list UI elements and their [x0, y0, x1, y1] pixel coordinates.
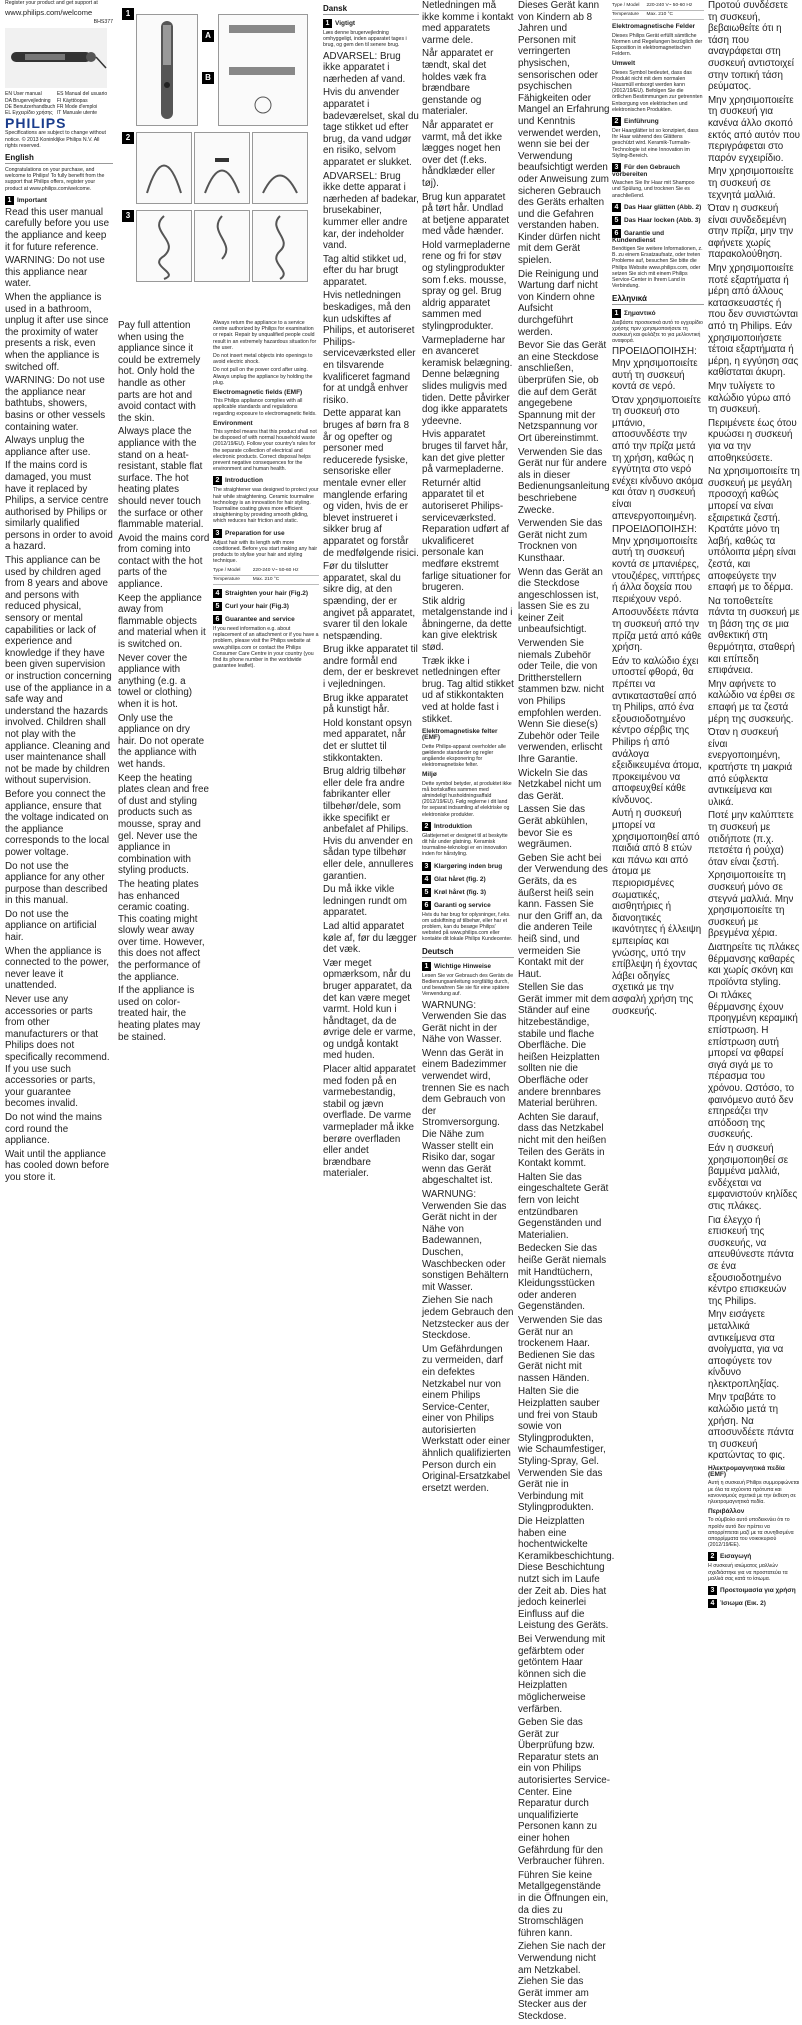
da-w21: Varmepladerne har en avanceret keramisk belægning. Denne belægning slides muligvis med tiden. Dette påvirker dog ikke apparatets ydeevne.: [422, 334, 513, 427]
el-w21: Οι πλάκες θέρμανσης έχουν προηγμένη κεραμική επίστρωση. Η επίστρωση αυτή μπορεί να φθαρεί σιγά σιγά με το πέρασμα του χρόνου. Ωστόσο, το φαινόμενο αυτό δεν επηρεάζει την απόδοση της συσκευής.: [708, 990, 798, 1141]
de-w19: Bedecken Sie das heiße Gerät niemals mit Handtüchern, Kleidungsstücken oder anderen Gegenständen.: [518, 1243, 607, 1313]
da-w1: ADVARSEL: Brug ikke apparatet i nærheden af vand.: [323, 50, 406, 85]
curl-step-icon: [137, 211, 191, 281]
section-german: Deutsch: [422, 947, 514, 958]
page-badge: 1: [122, 8, 134, 20]
el-w6: Αυτή η συσκευή μπορεί να χρησιμοποιηθεί από παιδιά από 8 ετών και πάνω και από άτομα με περιορισμένες σωματικές, αισθητήριες ή διανοητικές ικανότητες ή έλλειψη εμπειρίας και γνώσης, υπό την επίβλεψη ή έχοντας λάβει οδηγίες σχετικά με την ασφαλή χρήση της συσκευής.: [612, 808, 702, 1017]
en-w6: This appliance can be used by children aged from 8 years and above and persons with reduced physical, sensory or mental capabilities or lack of experience and knowledge if they have been given supervision or instruction concerning use of the appliance in a safe way and understand the hazards involved. Children shall not play with the appliance. Cleaning and user maintenance shall not be made by children without supervision.: [5, 555, 112, 787]
spec-voltage: 220-240 V~ 50-60 Hz: [253, 567, 319, 576]
de-w9: Verwenden Sie das Gerät nur für andere als in dieser Bedienungsanleitung beschriebene Zwecke.: [518, 446, 610, 516]
figure-2c: [252, 132, 308, 204]
column-da: [323, 0, 419, 1182]
de-p-emf: Dieses Philips Gerät erfüllt sämtliche Normen und Regelungen bezüglich der Exposition in elektromagnetischen Feldern.: [612, 32, 703, 58]
de-w6: Dieses Gerät kann von Kindern ab 8 Jahren und Personen mit verringerten physischen, sensorischen oder psychischen Fähigkeiten oder Mangel an Erfahrung und Kenntnis verwendet werden, wenn sie bei der Verwendung beaufsichtigt werden oder Anweisung zum sicheren Gebrauch des Geräts erhalten und die Gefahren verstanden haben. Kinder dürfen nicht mit dem Gerät spielen.: [518, 0, 610, 267]
da-heading-emf: Elektromagnetiske felter (EMF): [422, 728, 498, 742]
de-w17: Achten Sie darauf, dass das Netzkabel nicht mit den heißen Teilen des Geräts in Kontakt kommt.: [518, 1111, 607, 1170]
en-w20: Keep the heating plates clean and free of dust and styling products such as mousse, spray and gel. Never use the appliance in combination with styling products.: [118, 772, 209, 877]
de-heading-straighten: 4 Das Haar glätten (Abb. 2): [612, 203, 704, 212]
column-de-warnings: [518, 0, 615, 2025]
da-p-emf: Dette Philips-apparat overholder alle gældende standarder og regler angående eksponering for elektromagnetiske felter.: [422, 743, 506, 769]
en-w1: WARNING: Do not use this appliance near water.: [5, 255, 105, 290]
de-w10: Verwenden Sie das Gerät nicht zum Trocknen von Kunsthaar.: [518, 518, 603, 564]
de-w16: Stellen Sie das Gerät immer mit dem Ständer auf eine hitzebeständige, stabile und flache Oberfläche. Die heißen Heizplatten sollten nie die Oberfläche oder andere brennbares Material berühren.: [518, 982, 610, 1110]
lang-it: IT Manuale utente: [56, 110, 98, 117]
el-heading-intro: 2 Εισαγωγή: [708, 1552, 800, 1561]
spec-table: [213, 567, 319, 585]
da-w23: Returnér altid apparatet til et autoriseret Philips-serviceværksted. Reparation udført af ukvalificeret personale kan medføre ekstremt farlige situationer for brugeren.: [422, 477, 511, 594]
figure-3a: [136, 210, 192, 282]
de-w15: Geben Sie acht bei der Verwendung des Geräts, da es äußerst heiß sein kann. Fassen Sie nur den Griff an, da die anderen Teile heiß sind, und vermeiden Sie Kontakt mit der Haut.: [518, 852, 608, 980]
lang-fr: FR Mode d'emploi: [56, 103, 98, 110]
de-w4: Ziehen Sie nach jedem Gebrauch den Netzstecker aus der Steckdose.: [422, 1295, 514, 1342]
de-w20: Verwenden Sie das Gerät nur an trockenem Haar. Bedienen Sie das Gerät nicht mit nassen Händen.: [518, 1314, 603, 1384]
el-w23: Για έλεγχο ή επισκευή της συσκευής, να απευθύνεστε πάντα σε ένα εξουσιοδοτημένο κέντρο επισκευών της Philips.: [708, 1214, 794, 1307]
el-heading-prep: 3 Προετοιμασία για χρήση: [708, 1586, 800, 1595]
de-w13: Wickeln Sie das Netzkabel nicht um das Gerät.: [518, 767, 602, 802]
figure-2a: [136, 132, 192, 204]
de-w8: Bevor Sie das Gerät an eine Steckdose anschließen, überprüfen Sie, ob die auf dem Gerät angegebene Spannung mit der Netzspannung vor Ort übereinstimmt.: [518, 340, 607, 444]
column-en-details: [213, 320, 319, 671]
de-spec-temp: Max. 210 °C: [647, 11, 704, 20]
curl-step-icon: [253, 211, 307, 281]
el-w2: Όταν χρησιμοποιείτε τη συσκευή στο μπάνιο, αποσυνδέστε την από την πρίζα μετά τη χρήση, καθώς η εγγύτητα στο νερό ενέχει κίνδυνο ακόμα και όταν η συσκευή είναι απενεργοποιημένη.: [612, 394, 704, 522]
da-heading-prep: 3 Klargøring inden brug: [422, 862, 514, 871]
lang-es: ES Manual del usuario: [56, 91, 108, 98]
en-w2: When the appliance is used in a bathroom, unplug it after use since the proximity of water presents a risk, even when the appliance is switched off.: [5, 292, 109, 373]
da-heading-env: Miljø: [422, 771, 437, 779]
de-w11: Wenn das Gerät an die Steckdose angeschlossen ist, lassen Sie es zu keiner Zeit unbeaufsichtigt.: [518, 566, 603, 636]
da-w20: Hold varmepladerne rene og fri for støv og stylingprodukter som f.eks. mousse, spray og gel. Brug aldrig apparatet sammen med stylingprodukter.: [422, 239, 511, 333]
en-w12: Do not wind the mains cord round the appliance.: [5, 1111, 102, 1147]
en-p-env: This symbol means that this product shall not be disposed of with normal household waste (2012/19/EU). Follow your country's rules for the separate collection of electrical and electronic products. Correct disposal helps prevent negative consequences for the environment and human health.: [213, 429, 317, 473]
de-w1: WARNUNG: Verwenden Sie das Gerät nicht in der Nähe von Wasser.: [422, 999, 507, 1046]
da-w9: Brug ikke apparatet på kunstigt hår.: [323, 692, 408, 716]
en-w4: Always unplug the appliance after use.: [5, 435, 91, 458]
en-w14: Pay full attention when using the appliance since it could be extremely hot. Only hold the handle as other parts are hot and avoid contact with the skin.: [118, 320, 201, 424]
el-w19: Χρησιμοποιείτε τη συσκευή μόνο σε στεγνά μαλλιά. Μην χρησιμοποιείτε τη συσκευή με βρεγμένα χέρια.: [708, 870, 794, 940]
column-en-warnings: [118, 320, 210, 1045]
en-heading-intro: 2 Introduction: [213, 476, 319, 485]
el-w8: Μην χρησιμοποιείτε τη συσκευή για κανένα άλλο σκοπό εκτός από αυτόν που περιγράφεται στο παρόν εγχειρίδιο.: [708, 94, 801, 164]
en-w8: Do not use the appliance for any other purpose than described in this manual.: [5, 860, 108, 907]
da-w14: Vær meget opmærksom, når du bruger apparatet, da det kan være meget varmt. Hold kun i håndtaget, da de øvrige dele er varme, og undgå kontakt med huden.: [323, 957, 416, 1062]
de-w25: Führen Sie keine Metallgegenstände in die Öffnungen ein, da dies zu Stromschlägen führen kann.: [518, 1869, 609, 1939]
hair-step-icon: [137, 133, 191, 203]
de-spec-temp-label: Temperature: [612, 11, 647, 20]
en-w10: When the appliance is connected to the power, never leave it unattended.: [5, 945, 110, 992]
da-heading-important: 1 Vigtigt: [323, 19, 419, 28]
section-greek: Ελληνικά: [612, 294, 704, 305]
da-w13: Lad altid apparatet køle af, før du lægger det væk.: [323, 920, 417, 956]
de-spec-voltage: 220-240 V~ 50-60 Hz: [647, 2, 704, 11]
da-w10: Hold konstant opsyn med apparatet, når det er sluttet til stikkontakten.: [323, 717, 412, 764]
en-w7: Before you connect the appliance, ensure that the voltage indicated on the appliance corresponds to the local power voltage.: [5, 788, 110, 858]
da-w19: Brug kun apparatet på tørt hår. Undlad at betjene apparatet med våde hænder.: [422, 191, 510, 238]
de-heading-important: 1 Wichtige Hinweise: [422, 962, 514, 971]
da-w6: Dette apparat kan bruges af børn fra 8 år og opefter og personer med reducerede fysiske, sensoriske eller mentale evner eller manglende erfaring og viden, hvis de er blevet instrueret i sikker brug af apparatet og forstår de medfølgende risici.: [323, 408, 419, 559]
figure-1-details: [218, 14, 308, 126]
de-p-env: Dieses Symbol bedeutet, dass das Produkt nicht mit dem normalen Hausmüll entsorgt werden kann (2012/19/EU). Befolgen Sie die örtlichen Bestimmungen zur getrennten Entsorgung von elektrischen und elektronischen Produkten.: [612, 69, 703, 113]
el-w18: Ποτέ μην καλύπτετε τη συσκευή με οτιδήποτε (π.χ. πετσέτα ή ρούχα) όταν είναι ζεστή.: [708, 810, 794, 868]
el-w24: Μην εισάγετε μεταλλικά αντικείμενα στα ανοίγματα, για να αποφύγετε τον κίνδυνο ηλεκτροπληξίας.: [708, 1309, 784, 1390]
en-w19: Only use the appliance on dry hair. Do not operate the appliance with wet hands.: [118, 712, 205, 770]
de-w24: Geben Sie das Gerät zur Überprüfung bzw. Reparatur stets an ein von Philips autorisiertes Service-Center. Eine Reparatur durch unqualifizierte Personen kann zu einer hohen Gefährdung für den Verbraucher führen.: [518, 1717, 611, 1868]
panel-b-badge: B: [202, 72, 214, 84]
de-w14: Lassen Sie das Gerät abkühlen, bevor Sie es wegräumen.: [518, 804, 588, 851]
philips-logo: PHILIPS: [5, 115, 67, 132]
en-w16: Avoid the mains cord from coming into contact with the hot parts of the appliance.: [118, 532, 210, 591]
el-w1: ΠΡΟΕΙΔΟΠΟΙΗΣΗ: Μην χρησιμοποιείτε αυτή τη συσκευή κοντά σε νερό.: [612, 346, 698, 393]
da-w5: Hvis netledningen beskadiges, må den kun udskiftes af Philips, et autoriseret Philips-serviceværksted eller en tilsvarende kvalificeret fagmand for at undgå enhver risiko.: [323, 290, 416, 406]
en-w9: Do not use the appliance on artificial hair.: [5, 908, 97, 944]
en-p-emf: This Philips appliance complies with all applicable standards and regulations regarding exposure to electromagnetic fields.: [213, 398, 317, 417]
da-w15: Placer altid apparatet med foden på en varmebestandig, stabil og jævn overflade. De varme varmeplader må ikke berøre overfladen eller andet brændbare materialer.: [323, 1064, 416, 1180]
philips-url[interactable]: www.philips.com/welcome: [5, 8, 93, 18]
da-w25: Træk ikke i netledningen efter brug. Tag altid stikket ud af stikkontakten ved at holde fast i stikket.: [422, 655, 514, 725]
da-p2: Glattejernet er designet til at beskytte dit hår under glatning. Keramisk tourmaline-teknologi er en innovation inden for hårstyling.: [422, 832, 508, 858]
de-p3: Waschen Sie Ihr Haar mit Shampoo und Spülung, und trocknen Sie es anschließend.: [612, 180, 695, 199]
en-w23: Always return the appliance to a service centre authorized by Philips for examination or repair. Repair by unqualified people could result in an extremely hazardous situation for the user.: [213, 320, 317, 351]
figure-2b: [194, 132, 250, 204]
de-p2: Der Haarglätter ist so konzipiert, dass Ihr Haar während des Glättens geschützt wird. Keramik-Turmalin-Technologie ist eine Innovation im Styling-Bereich.: [612, 128, 699, 159]
da-w17: Når apparatet er tændt, skal det holdes væk fra brændbare genstande og materialer.: [422, 48, 494, 118]
en-p3: Adjust hair with its length with more conditioned. Before you start making any hair products to stylise your hair and styling technique.: [213, 539, 318, 565]
en-p1: Read this user manual carefully before you use the appliance and keep it for future reference.: [5, 206, 110, 253]
hair-step-icon: [253, 133, 307, 203]
de-p1: Lesen Sie vor Gebrauch des Geräts die Bedienungsanleitung sorgfältig durch, und bewahren Sie sie für eine spätere Verwendung auf.: [422, 972, 514, 998]
da-heading-intro: 2 Introduktion: [422, 822, 514, 831]
de-w12: Verwenden Sie niemals Zubehör oder Teile, die von Drittherstellern stammen bzw. nicht von Philips empfohlen werden. Wenn Sie diese(s) Zubehör oder Teile verwenden, erlischt Ihre Garantie.: [518, 638, 605, 765]
de-heading-intro: 2 Einführung: [612, 117, 704, 126]
lang-da: DA Brugervejledning: [5, 97, 51, 104]
el-w3: ΠΡΟΕΙΔΟΠΟΙΗΣΗ: Μην χρησιμοποιείτε αυτή τη συσκευή κοντά σε μπανιέρες, ντουζιέρες, νιπτήρες ή άλλα δοχεία που περιέχουν νερό.: [612, 524, 701, 605]
da-w7: Før du tilslutter apparatet, skal du sikre dig, at den spænding, der er angivet på apparatet, svarer til den lokale netspænding.: [323, 561, 416, 642]
da-w11: Brug aldrig tilbehør eller dele fra andre fabrikanter eller tilbehør/dele, som ikke specifikt er anbefalet af Philips. Hvis du anvender en sådan type tilbehør eller dele, annulleres garantien.: [323, 766, 414, 882]
column-de-el: [612, 0, 704, 1019]
de-heading-prep: 3 Für den Gebrauch vorbereiten: [612, 164, 680, 179]
da-heading-curl: 5 Krøl håret (fig. 3): [422, 888, 514, 897]
column-cover: [5, 0, 113, 1186]
figure-3-badge: 3: [122, 210, 134, 222]
figure-2-badge: 2: [122, 132, 134, 144]
el-w11: Μην χρησιμοποιείτε ποτέ εξαρτήματα ή μέρη από άλλους κατασκευαστές ή που δεν συνιστώνται από τη Philips. Εάν χρησιμοποιήσετε τέτοια εξαρτήματα ή μέρη, η εγγύηση σας καθίσταται άκυρη.: [708, 263, 799, 379]
straightener-icon: [5, 28, 107, 88]
en-w11: Never use any accessories or parts from other manufacturers or that Philips does not specifically recommend. If you use such accessories or parts, your guarantee becomes invalid.: [5, 994, 110, 1110]
panel-a-badge: A: [202, 30, 214, 42]
copyright-note: Specifications are subject to change without notice. © 2013 Koninklijke Philips N.V. All rights reserved.: [5, 130, 106, 149]
el-w4: Αποσυνδέετε πάντα τη συσκευή από την πρίζα μετά από κάθε χρήση.: [612, 607, 702, 654]
language-list: [5, 91, 113, 116]
el-p-emf: Αυτή η συσκευή Philips συμμορφώνεται με όλα τα ισχύοντα πρότυπα και κανονισμούς σχετικά με την έκθεση σε ηλεκτρομαγνητικά πεδία.: [708, 1480, 800, 1506]
en-intro: Congratulations on your purchase, and welcome to Philips! To fully benefit from the support that Philips offers, register your product at www.philips.com/welcome.: [5, 167, 105, 192]
de-w3: WARNUNG: Verwenden Sie das Gerät nicht in der Nähe von Badewannen, Duschen, Waschbecken oder sonstigen Behältern mit Wasser.: [422, 1189, 509, 1293]
de-spec-table: [612, 2, 704, 20]
el-w25: Μην τραβάτε το καλώδιο μετά τη χρήση. Να αποσυνδέετε πάντα τη συσκευή κρατώντας το φις.: [708, 1392, 794, 1462]
en-w25: Do not pull on the power cord after using. Always unplug the appliance by holding the plug.: [213, 367, 313, 386]
en-heading-guarantee: 6 Guarantee and service: [213, 615, 319, 624]
curl-step-icon: [195, 211, 249, 281]
model-number: BHS377: [93, 19, 113, 26]
de-w22: Die Heizplatten haben eine hochentwickelte Keramikbeschichtung. Diese Beschichtung nutzt sich im Laufe der Zeit ab. Dies hat jedoch keinerlei Einfluss auf die Leistung des Geräts.: [518, 1516, 615, 1632]
de-heading-guarantee: 6 Garantie und Kundendienst: [612, 229, 665, 244]
en-w18: Never cover the appliance with anything (e.g. a towel or clothing) when it is hot.: [118, 652, 193, 710]
figure-1-product: [136, 14, 198, 126]
de-w21: Halten Sie die Heizplatten sauber und frei von Staub sowie von Stylingprodukten, wie Schaumfestiger, Styling-Spray, Gel. Verwenden Sie das Gerät nie in Verbindung mit Stylingprodukten.: [518, 1386, 606, 1514]
de-heading-emf: Elektromagnetische Felder: [612, 23, 696, 31]
da-w2: Hvis du anvender apparatet i badeværelset, skal du tage stikket ud efter brug, da vand udgør en risiko, selvom apparatet er slukket.: [323, 87, 419, 168]
de-w2: Wenn das Gerät in einem Badezimmer verwendet wird, trennen Sie es nach dem Gebrauch von der Stromversorgung. Die Nähe zum Wasser stellt ein Risiko dar, sogar wenn das Gerät abgeschaltet ist.: [422, 1047, 510, 1187]
hair-step-icon: [195, 133, 249, 203]
da-heading-guarantee: 6 Garanti og service: [422, 901, 514, 910]
lang-de: DE Benutzerhandbuch: [5, 103, 56, 110]
el-w7: Προτού συνδέσετε τη συσκευή, βεβαιωθείτε ότι η τάση που αναγράφεται στη συσκευή αντιστοιχεί στην τοπική τάση ρεύματος.: [708, 0, 794, 93]
straightener-diagram-icon: [137, 15, 197, 125]
el-w13: Περιμένετε έως ότου κρυώσει η συσκευή για να την αποθηκεύσετε.: [708, 417, 797, 464]
spec-temp: Max. 210 °C: [253, 575, 319, 584]
en-heading-straighten: 4 Straighten your hair (Fig.2): [213, 589, 319, 598]
en-w24: Do not insert metal objects into openings to avoid electric shock.: [213, 353, 313, 366]
de-heading-curl: 5 Das Haar locken (Abb. 3): [612, 216, 704, 225]
da-p1: Læs denne brugervejledning omhyggeligt, inden apparatet tages i brug, og gem den til senere brug.: [323, 30, 407, 49]
el-w16: Μην αφήνετε το καλώδιο να έρθει σε επαφή με τα ζεστά μέρη της συσκευής.: [708, 678, 795, 725]
el-w12: Μην τυλίγετε το καλώδιο γύρω από τη συσκευή.: [708, 381, 791, 416]
lang-el: EL Εγχειρίδιο χρήσης: [5, 110, 53, 117]
plate-detail-icon: [219, 15, 307, 125]
el-w5: Εάν το καλώδιο έχει υποστεί φθορά, θα πρέπει να αντικατασταθεί από τη Philips, από ένα εξουσιοδοτημένο κέντρο σέρβις της Philips ή από ανάλογα εξειδικευμένα άτομα, προκειμένου να αποφευχθεί κάθε κίνδυνος.: [612, 655, 702, 806]
el-heading-important: 1 Σημαντικό: [612, 309, 704, 318]
de-w26: Ziehen Sie nach der Verwendung nicht am Netzkabel. Ziehen Sie das Gerät immer am Stecker aus der Steckdose.: [518, 1941, 606, 2022]
en-heading-env: Environment: [213, 419, 253, 427]
de-w7: Die Reinigung und Wartung darf nicht von Kindern ohne Aufsicht durchgeführt werden.: [518, 268, 599, 338]
de-heading-env: Umwelt: [612, 60, 636, 68]
lang-en: EN User manual: [5, 91, 42, 98]
en-w15: Always place the appliance with the stand on a heat-resistant, stable flat surface. The hot heating plates should never touch the surface or other flammable material.: [118, 426, 204, 531]
en-p6: If you need information e.g. about replacement of an attachment or if you have a problem, please visit the Philips website at www.philips.com or contact the Philips Consumer Care Centre in your country (you find its phone number in the worldwide guarantee leaflet).: [213, 625, 319, 670]
el-w10: Όταν η συσκευή είναι συνδεδεμένη στην πρίζα, μην την αφήνετε χωρίς παρακολούθηση.: [708, 203, 794, 261]
el-p1: Διαβάστε προσεκτικά αυτό το εγχειρίδιο χρήσης πριν χρησιμοποιήσετε τη συσκευή και φυλάξτε το για μελλοντική αναφορά.: [612, 319, 703, 345]
en-w22: If the appliance is used on color-treated hair, the heating plates may be stained.: [118, 985, 201, 1043]
el-w14: Να χρησιμοποιείτε τη συσκευή με μεγάλη προσοχή καθώς μπορεί να είναι εξαιρετικά ζεστή. Κρατάτε μόνο τη λαβή, καθώς τα υπόλοιπα μέρη είναι ζεστά, και αποφεύγετε την επαφή με το δέρμα.: [708, 466, 800, 594]
lang-fi: FI Käyttöopas: [56, 97, 88, 104]
el-heading-emf: Ηλεκτρομαγνητικά πεδία (EMF): [708, 1465, 785, 1479]
figure-3b: [194, 210, 250, 282]
de-spec-voltage-label: Type / Model: [612, 2, 647, 11]
en-w17: Keep the appliance away from flammable objects and material when it is switched on.: [118, 592, 206, 651]
de-w23: Bei Verwendung mit gefärbtem oder getöntem Haar können sich die Heizplatten möglicherweise verfärben.: [518, 1633, 606, 1715]
en-w13: Wait until the appliance has cooled down before you store it.: [5, 1148, 110, 1183]
el-w9: Μην χρησιμοποιείτε τη συσκευή σε τεχνητά μαλλιά.: [708, 166, 794, 201]
da-p6: Hvis du har brug for oplysninger, f.eks. om udskiftning af tilbehør, eller har et problem, kan du besøge Philips' websted på www.philips.com eller kontakte dit lokale Philips Kundecenter.: [422, 911, 513, 943]
da-w8: Brug ikke apparatet til andre formål end dem, der er beskrevet i vejledningen.: [323, 644, 419, 691]
en-w5: If the mains cord is damaged, you must have it replaced by Philips, a service centre authorised by Philips or similarly qualified persons in order to avoid a hazard.: [5, 460, 113, 553]
en-heading-prep: 3 Preparation for use: [213, 529, 319, 538]
el-heading-straighten: 4 Ίσιωμα (Εικ. 2): [708, 1599, 800, 1608]
el-heading-env: Περιβάλλον: [708, 1508, 745, 1516]
en-p2: The straightener was designed to protect your hair while straightening. Ceramic tourmaline technology is an innovation for hair styling. Tourmaline coating gives more efficient straightening by providing smooth gliding, which reduces hair friction and static.: [213, 487, 319, 525]
el-w22: Εάν η συσκευή χρησιμοποιηθεί σε βαμμένα μαλλιά, ενδέχεται να εμφανιστούν κηλίδες στις πλάκες.: [708, 1143, 798, 1212]
de-p6: Benötigen Sie weitere Informationen, z. B. zu einem Ersatzaufsatz, oder treten Probleme auf, besuchen Sie bitte die Philips Website www.philips.com, oder setzen Sie sich mit einem Philips Service-Center in Ihrem Land in Verbindung.: [612, 246, 703, 290]
spec-voltage-label: Type / Model: [213, 567, 253, 576]
column-da-de: [422, 0, 514, 1496]
register-line: Register your product and get support at: [5, 0, 98, 6]
en-heading-emf: Electromagnetic fields (EMF): [213, 389, 303, 397]
de-w18: Halten Sie das eingeschaltete Gerät fern von leicht entzündbaren Gegenständen und Materialien.: [518, 1171, 609, 1241]
spec-temp-label: Temperature: [213, 575, 253, 584]
product-image: [5, 28, 107, 88]
el-p-env: Το σύμβολο αυτό υποδεικνύει ότι το προϊόν αυτό δεν πρέπει να απορρίπτεται μαζί με τα συνηθισμένα απορρίμματα του νοικοκυριού (2012/19/EE).: [708, 1517, 794, 1549]
da-w24: Stik aldrig metalgenstande ind i åbningerne, da dette kan give elektrisk stød.: [422, 595, 513, 654]
section-danish: Dansk: [323, 4, 419, 15]
el-w17: Όταν η συσκευή είναι ενεργοποιημένη, κρατήστε τη μακριά από εύφλεκτα αντικείμενα και υλικά.: [708, 727, 793, 808]
da-p-env: Dette symbol betyder, at produktet ikke må bortskaffes sammen med almindeligt husholdningsaffald (2012/19/EU). Følg reglerne i dit land for separat indsamling af elektriske og elektroniske produkter.: [422, 780, 512, 818]
el-w15: Να τοποθετείτε πάντα τη συσκευή με τη βάση της σε μια ανθεκτική στη θερμότητα, σταθερή και επίπεδη επιφάνεια.: [708, 595, 800, 677]
en-w3: WARNING: Do not use the appliance near bathtubs, showers, basins or other vessels containing water.: [5, 375, 106, 433]
figure-area: [122, 8, 308, 318]
da-w16: Netledningen må ikke komme i kontakt med apparatets varme dele.: [422, 0, 514, 46]
en-heading-curl: 5 Curl your hair (Fig.3): [213, 602, 319, 611]
da-w3: ADVARSEL: Brug ikke dette apparat i nærheden af badekar, brusekabiner, kummer eller andre kar, der indeholder vand.: [323, 170, 419, 252]
da-w12: Du må ikke vikle ledningen rundt om apparatet.: [323, 884, 407, 919]
el-p2: Η συσκευή ισιώματος μαλλιών σχεδιάστηκε για να προστατεύει τα μαλλιά σας κατά το ίσιωμα.: [708, 1563, 788, 1582]
de-w5: Um Gefährdungen zu vermeiden, darf ein defektes Netzkabel nur von einem Philips Service-Center, einer von Philips autorisierten Werkstatt oder einer ähnlich qualifizierten Person durch ein Original-Ersatzkabel ersetzt werden.: [422, 1343, 511, 1494]
da-w4: Tag altid stikket ud, efter du har brugt apparatet.: [323, 253, 407, 288]
da-w18: Når apparatet er varmt, må det ikke lægges noget hen over det (f.eks. håndklæder eller tøj).: [422, 119, 503, 189]
da-w22: Hvis apparatet bruges til farvet hår, kan det give pletter på varmepladerne.: [422, 429, 509, 476]
en-heading-important: 1 Important: [5, 196, 113, 205]
column-el: [708, 0, 800, 1610]
el-w20: Διατηρείτε τις πλάκες θέρμανσης καθαρές και χωρίς σκόνη και προϊόντα styling.: [708, 941, 800, 988]
da-heading-straighten: 4 Glat håret (fig. 2): [422, 875, 514, 884]
en-w21: The heating plates has enhanced ceramic coating. This coating might slowly wear away over time. However, this does not affect the performance of the appliance.: [118, 878, 205, 983]
section-english: English: [5, 153, 113, 164]
figure-3c: [252, 210, 308, 282]
